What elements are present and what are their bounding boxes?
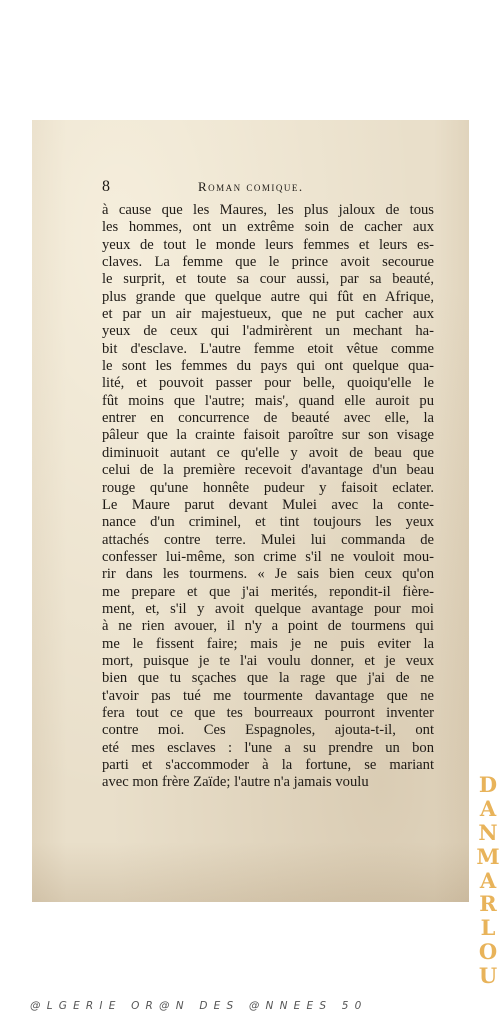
page-stain [32, 842, 469, 902]
text-line: avec mon frère Zaïde; l'autre n'a jamais voulu [102, 774, 369, 791]
text-line: rouge qu'une honnête pudeur y faisoit eclater. [102, 479, 434, 496]
watermark-letter: R [479, 891, 497, 917]
text-line: mort, puisque je te l'ai voulu donner, et je veux [102, 652, 434, 669]
text-line: ment, et, s'il y avoit quelque avantage pour moi [102, 600, 434, 617]
watermark-letter: L [480, 915, 496, 941]
text-line: Le Maure parut devant Mulei avec la conte- [102, 496, 434, 513]
watermark-letter: O [478, 939, 498, 965]
text-line: bit d'esclave. L'autre femme etoit vêtue comme [102, 340, 434, 357]
text-line: nance d'un criminel, et tint toujours les yeux [102, 514, 434, 531]
footer-caption: @LGERIE OR@N DES @NNEES 50 [30, 1000, 368, 1012]
text-line: entrer en concurrence de beauté avec elle, la [102, 410, 434, 427]
book-page [32, 120, 469, 902]
text-line: plus grande que quelque autre qui fût en Afrique, [102, 288, 434, 305]
text-line: claves. La femme que le prince avoit secourue [102, 254, 434, 271]
text-line: à ne rien avouer, il n'y a point de tourmens qui [102, 618, 434, 635]
watermark-letter: N [478, 819, 498, 845]
watermark-letter: D [478, 772, 498, 797]
text-line: attachés contre terre. Mulei lui commanda de [102, 531, 434, 548]
text-line: bien que tu sçaches que la rage que j'ai de ne [102, 670, 434, 687]
text-line: t'avoir pas tué me tourmente davantage que ne [102, 687, 434, 704]
body-text [102, 202, 434, 792]
text-line: celui de la première recevoit d'avantage d'un beau [102, 462, 434, 479]
text-line: me prepare et que j'ai merités, repondit-il fière- [102, 583, 434, 600]
watermark-letter: M [476, 843, 500, 869]
text-line: le sont les femmes du pays qui ont quelque qua- [102, 358, 434, 375]
text-line: à cause que les Maures, les plus jaloux de tous [102, 202, 434, 218]
text-line: yeux de tout le monde leurs femmes et leurs es- [102, 236, 434, 253]
text-line: contre moi. Ces Espagnoles, ajouta-t-il, ont [102, 722, 434, 739]
text-line: lité, et pouvoit passer pour belle, quoiqu'elle le [102, 375, 434, 392]
watermark-letter: A [479, 867, 497, 893]
watermark-danmarlou [477, 774, 499, 986]
text-line: fût moins que l'autre; mais', quand elle auroit pu [102, 392, 434, 409]
page-header [102, 177, 420, 197]
text-line: confesser lui-même, son crime s'il ne vouloit mou- [102, 548, 434, 565]
text-line: pâleur que la crainte faisoit paroître sur son visage [102, 427, 434, 444]
watermark-letter: U [478, 963, 498, 988]
page-number: 8 [102, 178, 110, 195]
text-line: me le fissent faire; mais je ne puis eviter la [102, 635, 434, 652]
text-line: fera tout ce que tes bourreaux pourront inventer [102, 704, 434, 721]
text-line: le surprit, et toute sa cour aussi, par sa beauté, [102, 271, 434, 288]
text-line: rir dans les tourmens. « Je sais bien ceux qu'on [102, 566, 434, 583]
text-line: les hommes, ont un extrême soin de cacher aux [102, 219, 434, 236]
text-line: et par un air majestueux, que ne put cacher aux [102, 306, 434, 323]
text-line: eté mes esclaves : l'une a su prendre un bon [102, 739, 434, 756]
text-line: parti et s'accommoder à la fortune, se mariant [102, 757, 434, 773]
watermark-letter: A [479, 795, 497, 821]
text-line: yeux de ceux qui l'admirèrent un mechant ha- [102, 323, 434, 340]
text-line: diminuoit autant ce qu'elle y avoit de beau que [102, 444, 434, 461]
running-head: Roman comique. [198, 179, 304, 194]
